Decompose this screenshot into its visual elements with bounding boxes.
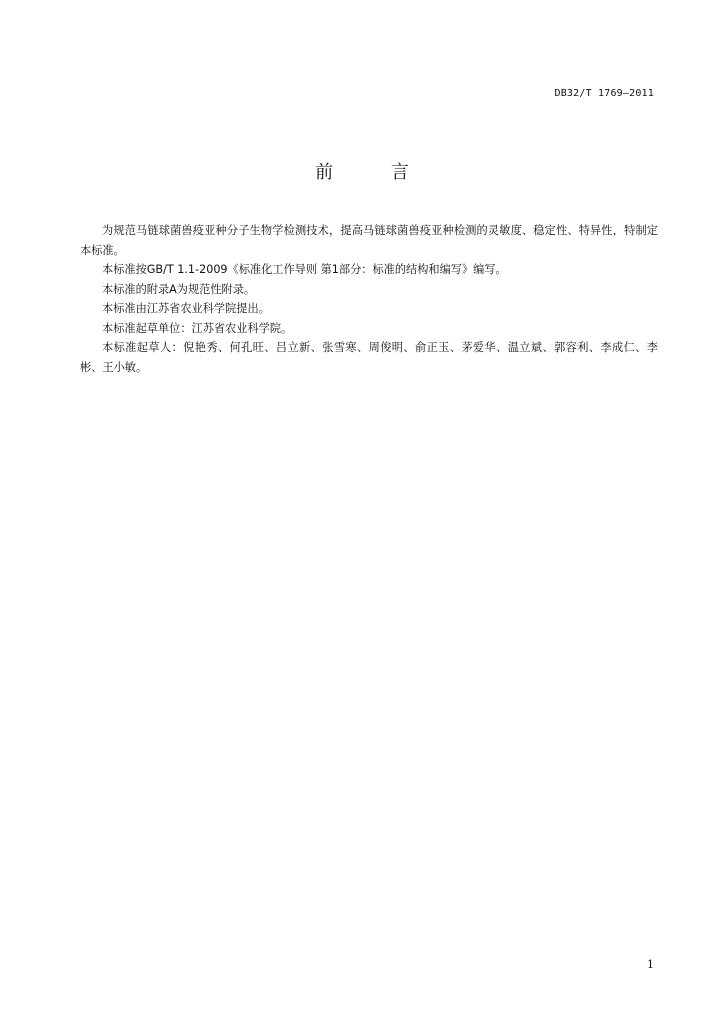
page-number: 1 xyxy=(647,958,654,971)
preface-body xyxy=(80,221,658,377)
preface-paragraph-drafters: 本标准起草人：倪艳秀、何孔旺、吕立新、张雪寒、周俊明、俞正玉、茅爱华、温立斌、郭容利、李成仁、李彬、王小敏。 xyxy=(80,341,658,374)
preface-paragraph-drafting-unit: 本标准起草单位：江苏省农业科学院。 xyxy=(102,321,293,335)
document-code: DB32/T 1769—2011 xyxy=(554,88,654,99)
preface-paragraph-appendix: 本标准的附录A为规范性附录。 xyxy=(102,282,256,296)
preface-paragraph-purpose: 为规范马链球菌兽疫亚种分子生物学检测技术，提高马链球菌兽疫亚种检测的灵敏度、稳定性、特异性，特制定本标准。 xyxy=(80,224,658,257)
preface-paragraph-drafting-rules: 本标准按GB/T 1.1-2009《标准化工作导则 第1部分：标准的结构和编写》编写。 xyxy=(102,263,507,276)
page-title: 前 言 xyxy=(315,162,435,183)
preface-paragraph-proposer: 本标准由江苏省农业科学院提出。 xyxy=(102,302,270,315)
